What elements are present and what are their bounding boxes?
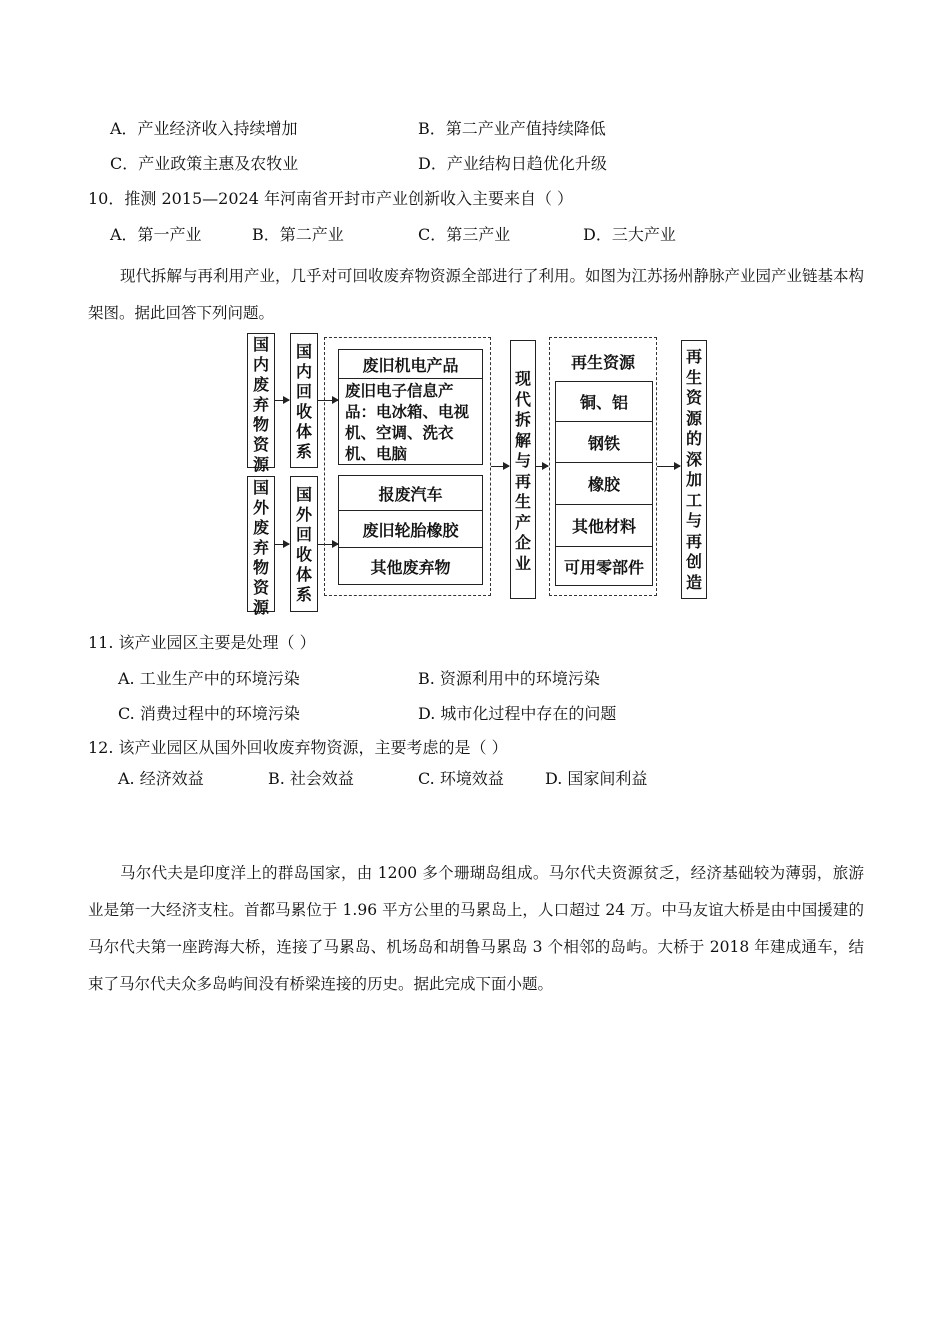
renew-usable-parts: 可用零部件 bbox=[555, 546, 653, 586]
arrow-to-enterprise bbox=[491, 466, 509, 467]
q11-option-b: B. 资源利用中的环境污染 bbox=[418, 669, 600, 688]
arrow-domestic-waste bbox=[275, 400, 289, 401]
q12-option-b: B. 社会效益 bbox=[268, 769, 354, 788]
recycling-enterprise-box: 现 代 拆 解 与 再 生 产 企 业 bbox=[510, 340, 536, 599]
waste-electromechanical: 废旧机电产品 bbox=[338, 349, 483, 379]
foreign-recycle-box: 国 外 回 收 体 系 bbox=[290, 476, 318, 612]
renew-other-materials: 其他材料 bbox=[555, 504, 653, 547]
q11-option-d: D. 城市化过程中存在的问题 bbox=[418, 704, 617, 723]
q9-option-a: A．产业经济收入持续增加 bbox=[110, 119, 298, 138]
renewable-resources-title: 再生资源 bbox=[570, 353, 635, 372]
q12-stem: 12. 该产业园区从国外回收废弃物资源，主要考虑的是（ ） bbox=[88, 738, 508, 757]
q11-stem: 11. 该产业园区主要是处理（ ） bbox=[88, 633, 316, 652]
deep-processing-box: 再 生 资 源 的 深 加 工 与 再 创 造 bbox=[681, 340, 707, 599]
q12-option-d: D. 国家间利益 bbox=[545, 769, 648, 788]
waste-scrap-cars: 报废汽车 bbox=[338, 475, 483, 511]
waste-tires-rubber: 废旧轮胎橡胶 bbox=[338, 510, 483, 548]
q10-option-a: A．第一产业 bbox=[110, 225, 202, 244]
q11-option-c: C. 消费过程中的环境污染 bbox=[118, 704, 300, 723]
arrow-foreign-waste bbox=[275, 544, 289, 545]
domestic-waste-box: 国 内 废 弃 物 资 源 bbox=[247, 333, 275, 468]
q11-option-a: A. 工业生产中的环境污染 bbox=[118, 669, 300, 688]
q10-option-d: D．三大产业 bbox=[583, 225, 676, 244]
arrow-to-final bbox=[657, 466, 680, 467]
q10-option-c: C．第三产业 bbox=[418, 225, 511, 244]
q9-option-c: C．产业政策主惠及农牧业 bbox=[110, 154, 299, 173]
q9-option-d: D．产业结构日趋优化升级 bbox=[418, 154, 607, 173]
renew-steel: 钢铁 bbox=[555, 421, 653, 463]
waste-other: 其他废弃物 bbox=[338, 547, 483, 585]
q9-option-b: B．第二产业产值持续降低 bbox=[418, 119, 606, 138]
foreign-waste-box: 国 外 废 弃 物 资 源 bbox=[247, 476, 275, 612]
domestic-recycle-box: 国 内 回 收 体 系 bbox=[290, 333, 318, 468]
q12-option-c: C. 环境效益 bbox=[418, 769, 504, 788]
passage-maldives: 马尔代夫是印度洋上的群岛国家，由 1200 多个珊瑚岛组成。马尔代夫资源贫乏，经济基础较为薄弱，旅游业是第一大经济支柱。首都马累位于 1.96 平方公里的马累岛上，人口超过 24 万。中马友谊大桥是由中国援建的马尔代夫第一座跨海大桥，连接了马累岛、机场岛和胡鲁马累岛 3 个相邻的岛屿。大桥于 2018 年建成通车，结束了马尔代夫众多岛屿间没有桥梁连接的历史。据此完成下面小题。 bbox=[88, 864, 864, 993]
arrow-to-renewables bbox=[536, 466, 548, 467]
waste-electronics: 废旧电子信息产品：电冰箱、电视机、空调、洗衣机、电脑 bbox=[338, 378, 483, 465]
renew-copper-aluminum: 铜、铝 bbox=[555, 381, 653, 422]
q10-option-b: B．第二产业 bbox=[252, 225, 344, 244]
passage-recycling: 现代拆解与再利用产业，几乎对可回收废弃物资源全部进行了利用。如图为江苏扬州静脉产业园产业链基本构架图。据此回答下列问题。 bbox=[88, 267, 865, 322]
renew-rubber: 橡胶 bbox=[555, 462, 653, 505]
q10-stem: 10．推测 2015—2024 年河南省开封市产业创新收入主要来自（ ） bbox=[88, 189, 574, 208]
q12-option-a: A. 经济效益 bbox=[118, 769, 204, 788]
